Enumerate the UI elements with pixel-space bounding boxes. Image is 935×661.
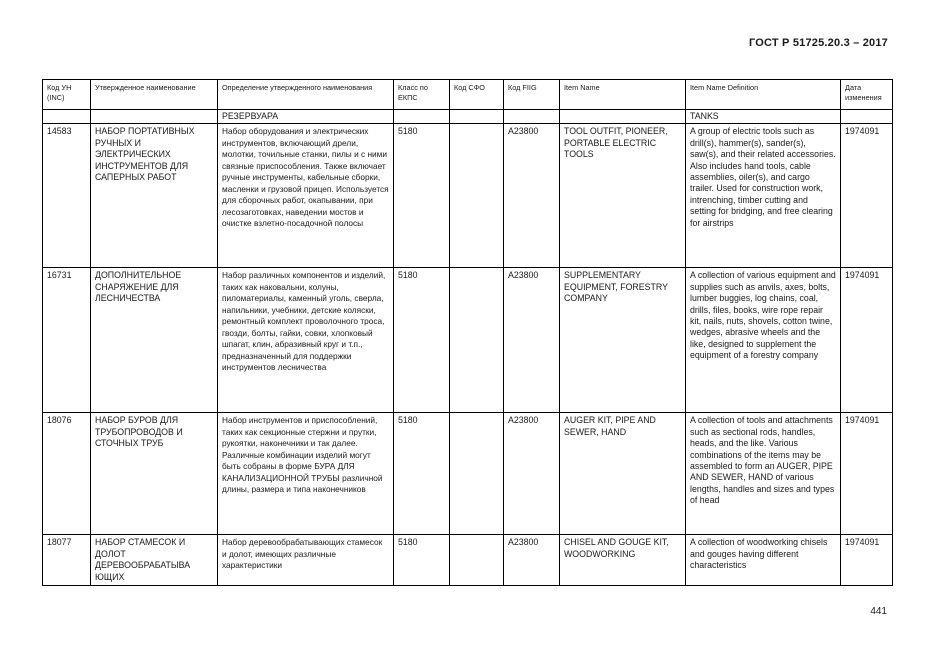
cell-sfo — [450, 535, 504, 586]
cell-sfo — [450, 268, 504, 413]
table-row — [43, 535, 893, 586]
cell-definition: Набор инструментов и приспособлений, таких как секционные стержни и прутки, рукоятки, наконечники и так далее. Различные комбинации изделий могут быть собраны в форме БУРА ДЛЯ КАНАЛИЗАЦИОННОЙ ТРУБЫ различной длины, размера и типа наконечников — [218, 413, 394, 535]
header-name: Утвержденное наименование — [91, 80, 218, 110]
cell-ekps: 5180 — [394, 268, 450, 413]
table-header-row — [43, 80, 893, 110]
table-cell — [450, 110, 504, 124]
cell-item-definition: A collection of various equipment and supplies such as anvils, axes, bolts, lumber buggies, log chains, coal, drills, files, books, wire rope repair kit, nails, nuts, shovels, cotton twine, wedges, abrasive wheels and the like, designed to supplement the equipment of a forestry company — [686, 268, 841, 413]
cell-item-name: SUPPLEMENTARY EQUIPMENT, FORESTRY COMPANY — [560, 268, 686, 413]
table-row — [43, 413, 893, 535]
continuation-definition: РЕЗЕРВУАРА — [218, 110, 394, 124]
cell-definition: Набор деревообрабатывающих стамесок и долот, имеющих различные характеристики — [218, 535, 394, 586]
continuation-row — [43, 110, 893, 124]
cell-name: НАБОР ПОРТАТИВНЫХ РУЧНЫХ И ЭЛЕКТРИЧЕСКИХ ИНСТРУМЕНТОВ ДЛЯ САПЕРНЫХ РАБОТ — [91, 124, 218, 268]
table-row — [43, 124, 893, 268]
header-item-definition: Item Name Definition — [686, 80, 841, 110]
cell-item-definition: A group of electric tools such as drill(s), hammer(s), sander(s), saw(s), and their related accessories. Also includes hand tools, cable assemblies, oiler(s), and cargo trailer. Used for construction work, intrenching, timber cutting and setting for bridging, and free clearing for airstrips — [686, 124, 841, 268]
standard-designation: ГОСТ Р 51725.20.3 – 2017 — [748, 37, 888, 49]
cell-ekps: 5180 — [394, 413, 450, 535]
cell-sfo — [450, 413, 504, 535]
cell-item-name: TOOL OUTFIT, PIONEER, PORTABLE ELECTRIC TOOLS — [560, 124, 686, 268]
table-cell — [841, 110, 893, 124]
cell-date: 1974091 — [841, 413, 893, 535]
header-fiig: Код FIIG — [504, 80, 560, 110]
catalog-table — [42, 79, 893, 586]
cell-item-definition: A collection of woodworking chisels and gouges having different characteristics — [686, 535, 841, 586]
header-code: Код УН (INC) — [43, 80, 91, 110]
cell-code: 18076 — [43, 413, 91, 535]
cell-ekps: 5180 — [394, 535, 450, 586]
cell-code: 18077 — [43, 535, 91, 586]
table-cell — [91, 110, 218, 124]
header-item-name: Item Name — [560, 80, 686, 110]
cell-item-definition: A collection of tools and attachments such as sectional rods, handles, heads, and the like. Various combinations of the items may be assembled to form an AUGER, PIPE AND SEWER, HAND of various lengths, handles and sizes and types of head — [686, 413, 841, 535]
cell-ekps: 5180 — [394, 124, 450, 268]
cell-fiig: A23800 — [504, 413, 560, 535]
cell-item-name: CHISEL AND GOUGE KIT, WOODWORKING — [560, 535, 686, 586]
cell-name: ДОПОЛНИТЕЛЬНОЕ СНАРЯЖЕНИЕ ДЛЯ ЛЕСНИЧЕСТВА — [91, 268, 218, 413]
header-date: Дата изменения — [841, 80, 893, 110]
page-number: 441 — [870, 606, 887, 617]
cell-name: НАБОР БУРОВ ДЛЯ ТРУБОПРОВОДОВ И СТОЧНЫХ ТРУБ — [91, 413, 218, 535]
table-cell — [504, 110, 560, 124]
cell-code: 16731 — [43, 268, 91, 413]
cell-name: НАБОР СТАМЕСОК И ДОЛОТ ДЕРЕВООБРАБАТЫВА ЮЩИХ — [91, 535, 218, 586]
cell-date: 1974091 — [841, 124, 893, 268]
cell-code: 14583 — [43, 124, 91, 268]
continuation-item-definition: TANKS — [686, 110, 841, 124]
header-ekps: Класс по ЕКПС — [394, 80, 450, 110]
table-cell — [394, 110, 450, 124]
cell-definition: Набор различных компонентов и изделий, таких как наковальни, колуны, пиломатериалы, каменный уголь, сверла, напильники, учебники, детские коляски, ремонтный комплект проволочного троса, гвозди, болты, гайки, совки, хлопковый шпагат, клин, абразивный круг и т.п., предназначенный для поддержки инструментов лесничества — [218, 268, 394, 413]
header-sfo: Код СФО — [450, 80, 504, 110]
header-definition: Определение утвержденного наименования — [218, 80, 394, 110]
cell-fiig: A23800 — [504, 268, 560, 413]
cell-fiig: A23800 — [504, 535, 560, 586]
table-row — [43, 268, 893, 413]
cell-date: 1974091 — [841, 268, 893, 413]
cell-definition: Набор оборудования и электрических инструментов, включающий дрели, молотки, точильные станки, пилы и с ними связные приспособления. Также включает ручные инструменты, кабельные сборки, масленки и грузовой прицеп. Используется для сборочных работ, окапывании, при лесозаготовках, наведении мостов и очистке взлетно-посадочной полосы — [218, 124, 394, 268]
table-cell — [43, 110, 91, 124]
cell-sfo — [450, 124, 504, 268]
cell-date: 1974091 — [841, 535, 893, 586]
cell-item-name: AUGER KIT, PIPE AND SEWER, HAND — [560, 413, 686, 535]
table-cell — [560, 110, 686, 124]
cell-fiig: A23800 — [504, 124, 560, 268]
